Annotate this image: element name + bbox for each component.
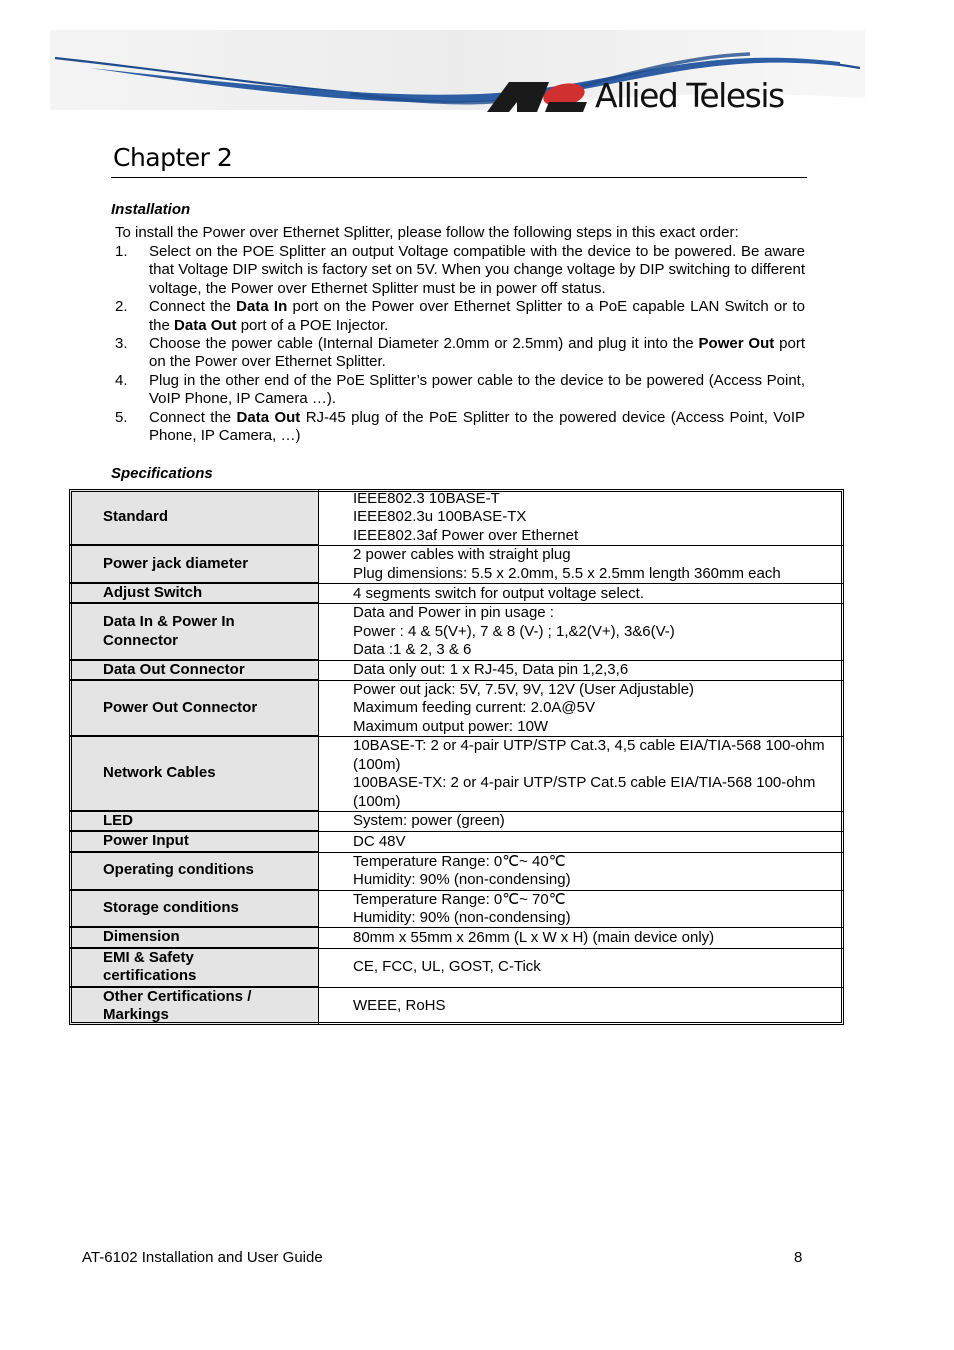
spec-label: Adjust Switch xyxy=(70,584,319,604)
brand-logo-text: Allied Telesis xyxy=(595,76,784,115)
spec-value: CE, FCC, UL, GOST, C-Tick xyxy=(319,949,843,988)
step-number: 4. xyxy=(115,371,128,389)
list-item xyxy=(115,409,805,446)
step-text: Connect the Data Out RJ-45 plug of the PoE Splitter to the powered device (Access Point, VoIP Phone, IP Camera, …) xyxy=(149,408,805,445)
specifications-heading: Specifications xyxy=(111,465,213,482)
installation-heading: Installation xyxy=(111,201,191,218)
spec-value: 10BASE-T: 2 or 4-pair UTP/STP Cat.3, 4,5 cable EIA/TIA-568 100-ohm (100m) 100BASE-TX: 2 or 4-pair UTP/STP Cat.5 cable EIA/TIA-568 100-ohm (100m) xyxy=(319,737,843,812)
step-number: 5. xyxy=(115,408,128,426)
table-row xyxy=(70,681,843,737)
table-row xyxy=(70,853,843,891)
list-item xyxy=(115,298,805,335)
spec-label: Standard xyxy=(70,490,319,546)
spec-value: Temperature Range: 0℃~ 40℃ Humidity: 90% (non-condensing) xyxy=(319,853,843,891)
spec-value: 80mm x 55mm x 26mm (L x W x H) (main device only) xyxy=(319,928,843,948)
list-item xyxy=(115,243,805,298)
step-text: Choose the power cable (Internal Diameter 2.0mm or 2.5mm) and plug it into the Power Out port on the Power over Ethernet Splitter. xyxy=(149,335,806,371)
step-text: Select on the POE Splitter an output Voltage compatible with the device to be powered. Be aware that Voltage DIP switch is factory set on 5V. When you change voltage by DIP switching to different voltage, the Power over Ethernet Splitter must be in power off status. xyxy=(149,243,805,297)
spec-label: EMI & Safety certifications xyxy=(70,949,319,988)
specifications-table xyxy=(69,489,844,1025)
spec-value: Power out jack: 5V, 7.5V, 9V, 12V (User Adjustable) Maximum feeding current: 2.0A@5V Maximum output power: 10W xyxy=(319,681,843,737)
footer-document-title: AT-6102 Installation and User Guide xyxy=(82,1249,323,1266)
step-number: 2. xyxy=(115,298,128,316)
installation-steps-list xyxy=(115,243,805,445)
spec-value: Data and Power in pin usage : Power : 4 & 5(V+), 7 & 8 (V-) ; 1,&2(V+), 3&6(V-) Data :1 & 2, 3 & 6 xyxy=(319,604,843,660)
spec-value: IEEE802.3 10BASE-T IEEE802.3u 100BASE-TX IEEE802.3af Power over Ethernet xyxy=(319,490,843,546)
table-row xyxy=(70,949,843,988)
table-row xyxy=(70,584,843,604)
spec-label: Dimension xyxy=(70,928,319,948)
spec-value: System: power (green) xyxy=(319,812,843,832)
spec-label: Operating conditions xyxy=(70,853,319,891)
table-row xyxy=(70,490,843,546)
spec-label: Network Cables xyxy=(70,737,319,812)
spec-value: 2 power cables with straight plug Plug dimensions: 5.5 x 2.0mm, 5.5 x 2.5mm length 360mm each xyxy=(319,546,843,584)
spec-value: WEEE, RoHS xyxy=(353,996,446,1014)
step-text: Plug in the other end of the PoE Splitter’s power cable to the device to be powered (Access Point, VoIP Phone, IP Camera …). xyxy=(149,371,805,408)
spec-value: 4 segments switch for output voltage select. xyxy=(319,584,843,604)
chapter-divider xyxy=(111,177,807,178)
table-row xyxy=(70,661,843,681)
table-row xyxy=(70,737,843,812)
spec-label: Power Input xyxy=(70,832,319,852)
table-row xyxy=(70,891,843,929)
table-row xyxy=(70,988,843,1025)
spec-label: Other Certifications / Markings xyxy=(70,988,319,1025)
step-text: Connect the Data In port on the Power over Ethernet Splitter to a PoE capable LAN Switch or to the Data Out port of a POE Injector. xyxy=(149,298,806,334)
installation-intro: To install the Power over Ethernet Splitter, please follow the following steps in this exact order: xyxy=(115,224,739,241)
step-number: 3. xyxy=(115,335,128,353)
spec-label: Data In & Power In Connector xyxy=(70,604,319,660)
allied-telesis-logo-icon xyxy=(487,80,587,114)
chapter-title: Chapter 2 xyxy=(113,143,233,172)
list-item xyxy=(115,335,805,372)
spec-label: Storage conditions xyxy=(70,891,319,929)
table-row xyxy=(70,812,843,832)
list-item xyxy=(115,372,805,409)
spec-label: LED xyxy=(70,812,319,832)
step-number: 1. xyxy=(115,243,128,260)
page-number: 8 xyxy=(794,1249,803,1266)
spec-label: Power jack diameter xyxy=(70,546,319,584)
spec-value: DC 48V xyxy=(319,832,843,852)
table-row xyxy=(70,604,843,660)
table-row xyxy=(70,832,843,852)
spec-value: Temperature Range: 0℃~ 70℃ Humidity: 90% (non-condensing) xyxy=(319,891,843,929)
table-row xyxy=(70,546,843,584)
spec-label: Power Out Connector xyxy=(70,681,319,737)
table-row xyxy=(70,928,843,948)
spec-label: Data Out Connector xyxy=(70,661,319,681)
spec-value: Data only out: 1 x RJ-45, Data pin 1,2,3,6 xyxy=(319,661,843,681)
